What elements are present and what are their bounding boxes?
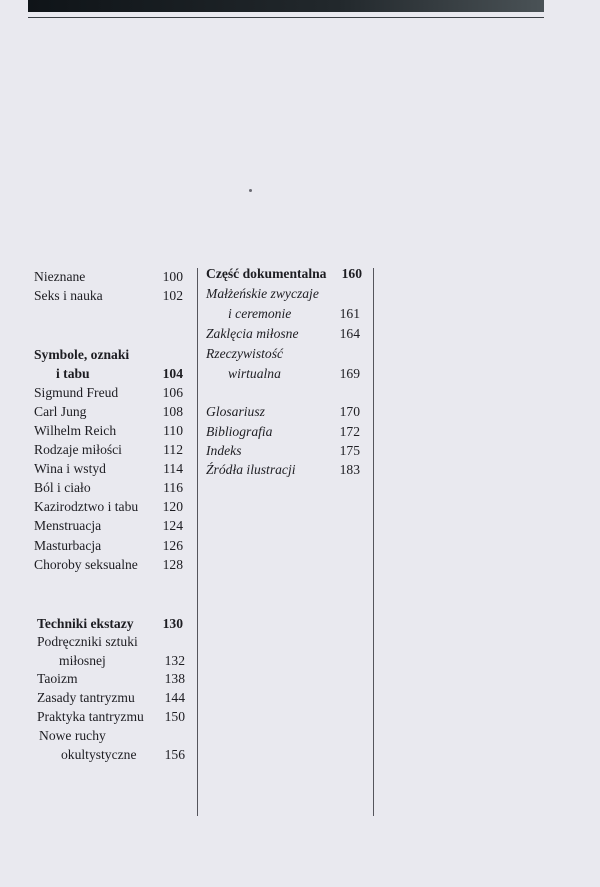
toc-entry-rzeczywistosc-cont: wirtualna — [228, 366, 281, 381]
toc-entry-praktyka-tantryzmu: Praktyka tantryzmu — [37, 709, 144, 724]
toc-section-czesc-dokumentalna: Część dokumentalna — [206, 266, 327, 281]
toc-page-rodzaje-milosci: 112 — [163, 442, 183, 457]
toc-entry-kazirodztwo: Kazirodztwo i tabu — [34, 499, 139, 514]
toc-entry-zrodla-ilustracji: Źródła ilustracji — [206, 462, 296, 477]
toc-page-rzeczywistosc: 169 — [339, 366, 360, 381]
toc-page-podreczniki: 132 — [164, 653, 185, 668]
toc-entry-rodzaje-milosci: Rodzaje miłości — [34, 442, 122, 457]
toc-page-glosariusz: 170 — [339, 404, 360, 419]
column-divider-right — [373, 268, 374, 816]
toc-entry-malzenskie-cont: i ceremonie — [228, 306, 292, 321]
toc-entry-nowe-ruchy-cont: okultystyczne — [61, 747, 137, 762]
toc-page-choroby: 128 — [162, 557, 183, 572]
toc-page-symbole: 104 — [162, 366, 183, 381]
toc-entry-zaklecia: Zaklęcia miłosne — [206, 326, 299, 341]
toc-page-masturbacja: 126 — [162, 538, 183, 553]
toc-page-reich: 110 — [163, 423, 183, 438]
toc-entry-bibliografia: Bibliografia — [206, 424, 273, 439]
toc-section-symbole-cont: i tabu — [56, 366, 90, 381]
page-speck — [249, 189, 252, 192]
toc-page-zrodla-ilustracji: 183 — [339, 462, 360, 477]
toc-entry-indeks: Indeks — [206, 443, 242, 458]
toc-entry-nieznane: Nieznane — [34, 269, 86, 284]
toc-entry-menstruacja: Menstruacja — [34, 518, 102, 533]
toc-page-kazirodztwo: 120 — [162, 499, 183, 514]
toc-entry-rzeczywistosc: Rzeczywistość — [206, 346, 284, 361]
toc-entry-masturbacja: Masturbacja — [34, 538, 102, 553]
toc-page-nieznane: 100 — [162, 269, 183, 284]
toc-page-freud: 106 — [162, 385, 183, 400]
toc-page-zaklecia: 164 — [339, 326, 360, 341]
toc-page-nowe-ruchy: 156 — [164, 747, 185, 762]
toc-page-wina-i-wstyd: 114 — [163, 461, 183, 476]
toc-page-bol-i-cialo: 116 — [163, 480, 183, 495]
column-divider-left — [197, 268, 198, 816]
toc-page-menstruacja: 124 — [162, 518, 183, 533]
toc-page-indeks: 175 — [339, 443, 360, 458]
toc-entry-malzenskie: Małżeńskie zwyczaje — [206, 286, 319, 301]
toc-page-praktyka-tantryzmu: 150 — [164, 709, 185, 724]
toc-page-malzenskie: 161 — [339, 306, 360, 321]
toc-entry-taoizm: Taoizm — [37, 671, 78, 686]
toc-page-seks-i-nauka: 102 — [162, 288, 183, 303]
toc-page-bibliografia: 172 — [339, 424, 360, 439]
toc-entry-reich: Wilhelm Reich — [34, 423, 117, 438]
toc-entry-nowe-ruchy: Nowe ruchy — [39, 728, 106, 743]
toc-section-symbole: Symbole, oznaki — [34, 347, 130, 362]
toc-entry-choroby: Choroby seksualne — [34, 557, 138, 572]
toc-entry-wina-i-wstyd: Wina i wstyd — [34, 461, 106, 476]
toc-page-taoizm: 138 — [164, 671, 185, 686]
toc-page-czesc-dokumentalna: 160 — [341, 266, 362, 281]
toc-page-zasady-tantryzmu: 144 — [164, 690, 185, 705]
top-decorative-bar — [28, 0, 544, 12]
toc-page-jung: 108 — [162, 404, 183, 419]
toc-entry-zasady-tantryzmu: Zasady tantryzmu — [37, 690, 135, 705]
toc-entry-podreczniki: Podręczniki sztuki — [37, 634, 138, 649]
top-rule — [28, 17, 544, 18]
toc-entry-freud: Sigmund Freud — [34, 385, 119, 400]
toc-entry-glosariusz: Glosariusz — [206, 404, 265, 419]
toc-entry-podreczniki-cont: miłosnej — [59, 653, 106, 668]
toc-entry-jung: Carl Jung — [34, 404, 87, 419]
toc-entry-seks-i-nauka: Seks i nauka — [34, 288, 103, 303]
toc-section-techniki: Techniki ekstazy — [37, 616, 134, 631]
toc-page-techniki: 130 — [162, 616, 183, 631]
toc-entry-bol-i-cialo: Ból i ciało — [34, 480, 91, 495]
